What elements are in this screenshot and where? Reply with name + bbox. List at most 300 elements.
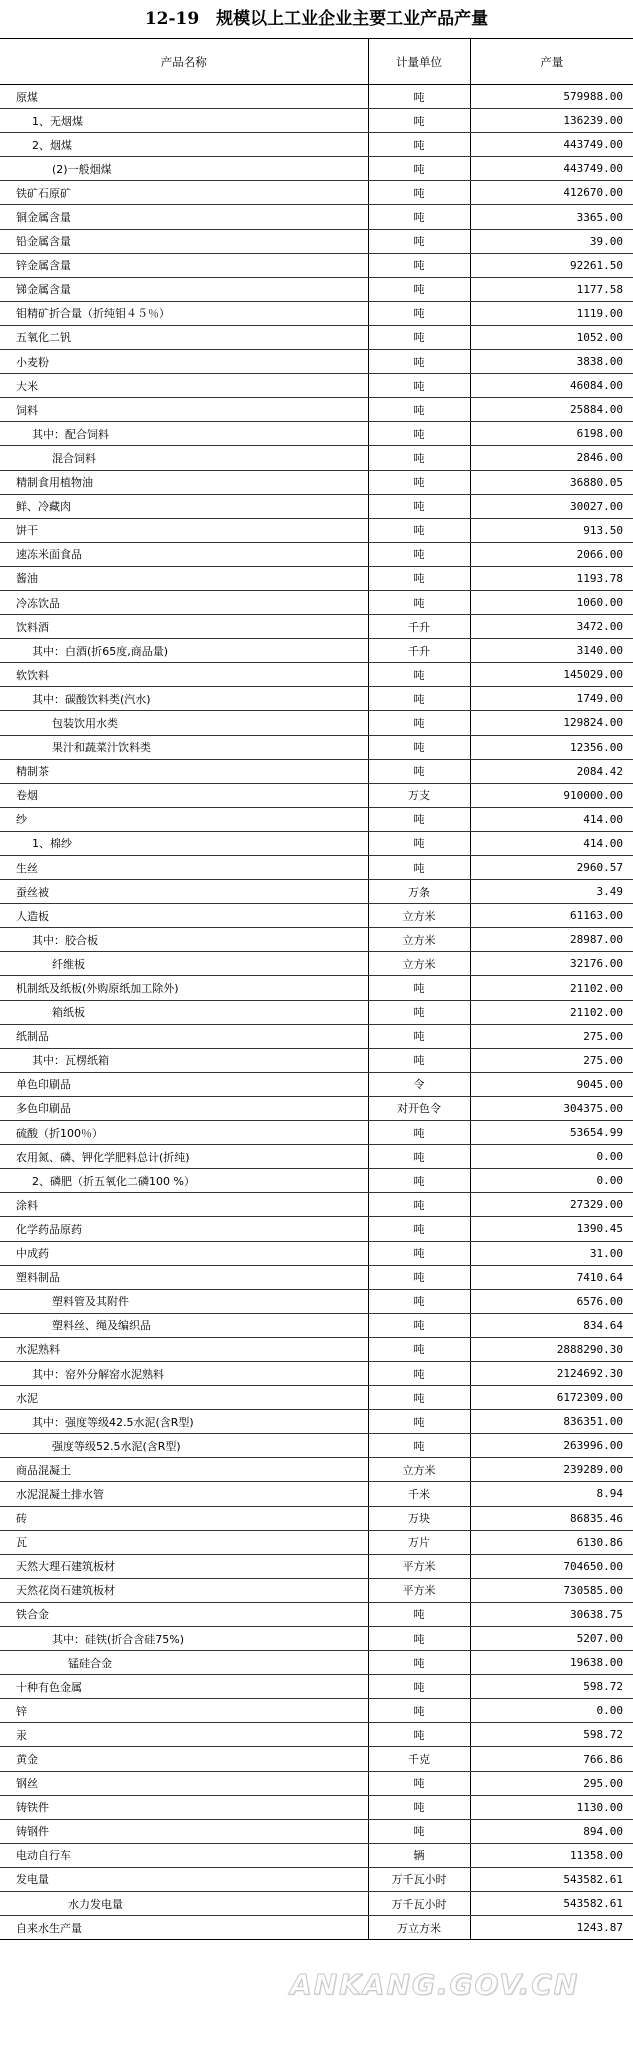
table-row xyxy=(0,85,633,109)
output-value-cell: 766.86 xyxy=(470,1747,633,1771)
table-row xyxy=(0,735,633,759)
output-value-cell: 443749.00 xyxy=(470,133,633,157)
output-value-cell: 913.50 xyxy=(470,518,633,542)
product-name-cell: 水泥熟料 xyxy=(0,1337,368,1361)
table-row xyxy=(0,1892,633,1916)
unit-cell: 吨 xyxy=(368,759,470,783)
product-name-cell: 包装饮用水类 xyxy=(0,711,368,735)
product-name-cell: 饲料 xyxy=(0,398,368,422)
header-unit: 计量单位 xyxy=(368,39,470,85)
table-row xyxy=(0,1410,633,1434)
output-value-cell: 412670.00 xyxy=(470,181,633,205)
table-row xyxy=(0,807,633,831)
output-value-cell: 86835.46 xyxy=(470,1506,633,1530)
product-name-cell: 精制茶 xyxy=(0,759,368,783)
table-row xyxy=(0,181,633,205)
product-name-cell: 蚕丝被 xyxy=(0,880,368,904)
table-row xyxy=(0,639,633,663)
unit-cell: 吨 xyxy=(368,1410,470,1434)
unit-cell: 令 xyxy=(368,1072,470,1096)
product-name-cell: 速冻米面食品 xyxy=(0,542,368,566)
output-value-cell: 834.64 xyxy=(470,1313,633,1337)
unit-cell: 吨 xyxy=(368,542,470,566)
table-row xyxy=(0,1554,633,1578)
product-name-cell: 锌 xyxy=(0,1699,368,1723)
output-value-cell: 5207.00 xyxy=(470,1627,633,1651)
unit-cell: 吨 xyxy=(368,1000,470,1024)
output-value-cell: 21102.00 xyxy=(470,1000,633,1024)
output-value-cell: 7410.64 xyxy=(470,1265,633,1289)
product-name-cell: 瓦 xyxy=(0,1530,368,1554)
table-row xyxy=(0,1723,633,1747)
product-name-cell: 饮料酒 xyxy=(0,615,368,639)
output-value-cell: 31.00 xyxy=(470,1241,633,1265)
output-value-cell: 6198.00 xyxy=(470,422,633,446)
product-name-cell: 天然花岗石建筑板材 xyxy=(0,1578,368,1602)
product-name-cell: 其中：强度等级42.5水泥(含R型) xyxy=(0,1410,368,1434)
output-value-cell: 2960.57 xyxy=(470,856,633,880)
unit-cell: 吨 xyxy=(368,1386,470,1410)
output-value-cell: 0.00 xyxy=(470,1169,633,1193)
table-row xyxy=(0,1578,633,1602)
unit-cell: 吨 xyxy=(368,398,470,422)
output-value-cell: 263996.00 xyxy=(470,1434,633,1458)
unit-cell: 立方米 xyxy=(368,1458,470,1482)
unit-cell: 吨 xyxy=(368,1434,470,1458)
unit-cell: 万立方米 xyxy=(368,1916,470,1940)
table-row xyxy=(0,1747,633,1771)
unit-cell: 吨 xyxy=(368,518,470,542)
unit-cell: 吨 xyxy=(368,422,470,446)
output-value-cell: 2084.42 xyxy=(470,759,633,783)
product-name-cell: 纸制品 xyxy=(0,1024,368,1048)
product-name-cell: 其中：硅铁(折合含硅75%) xyxy=(0,1627,368,1651)
output-value-cell: 579988.00 xyxy=(470,85,633,109)
product-name-cell: 锰硅合金 xyxy=(0,1651,368,1675)
table-row xyxy=(0,1121,633,1145)
table-row xyxy=(0,205,633,229)
output-value-cell: 704650.00 xyxy=(470,1554,633,1578)
product-name-cell: 十种有色金属 xyxy=(0,1675,368,1699)
output-value-cell: 1177.58 xyxy=(470,277,633,301)
table-row xyxy=(0,1771,633,1795)
unit-cell: 吨 xyxy=(368,1627,470,1651)
unit-cell: 吨 xyxy=(368,301,470,325)
production-table-container xyxy=(0,38,633,1940)
table-row xyxy=(0,1819,633,1843)
unit-cell: 吨 xyxy=(368,1313,470,1337)
header-product-name: 产品名称 xyxy=(0,39,368,85)
output-value-cell: 3472.00 xyxy=(470,615,633,639)
output-value-cell: 61163.00 xyxy=(470,904,633,928)
table-row xyxy=(0,687,633,711)
output-value-cell: 12356.00 xyxy=(470,735,633,759)
unit-cell: 立方米 xyxy=(368,952,470,976)
table-row xyxy=(0,374,633,398)
unit-cell: 千升 xyxy=(368,639,470,663)
table-row xyxy=(0,350,633,374)
table-row xyxy=(0,952,633,976)
product-name-cell: 塑料丝、绳及编织品 xyxy=(0,1313,368,1337)
unit-cell: 千升 xyxy=(368,615,470,639)
output-value-cell: 910000.00 xyxy=(470,783,633,807)
product-name-cell: 天然大理石建筑板材 xyxy=(0,1554,368,1578)
table-row xyxy=(0,446,633,470)
unit-cell: 吨 xyxy=(368,1289,470,1313)
output-value-cell: 8.94 xyxy=(470,1482,633,1506)
product-name-cell: 其中：白酒(折65度,商品量) xyxy=(0,639,368,663)
output-value-cell: 598.72 xyxy=(470,1723,633,1747)
unit-cell: 吨 xyxy=(368,711,470,735)
table-row xyxy=(0,1193,633,1217)
output-value-cell: 3.49 xyxy=(470,880,633,904)
table-row xyxy=(0,880,633,904)
output-value-cell: 3838.00 xyxy=(470,350,633,374)
product-name-cell: 铁矿石原矿 xyxy=(0,181,368,205)
unit-cell: 吨 xyxy=(368,1337,470,1361)
table-row xyxy=(0,1675,633,1699)
unit-cell: 吨 xyxy=(368,1265,470,1289)
production-table xyxy=(0,38,633,1940)
unit-cell: 万支 xyxy=(368,783,470,807)
table-row xyxy=(0,663,633,687)
table-row xyxy=(0,133,633,157)
table-row xyxy=(0,615,633,639)
product-name-cell: 电动自行车 xyxy=(0,1843,368,1867)
product-name-cell: 箱纸板 xyxy=(0,1000,368,1024)
unit-cell: 吨 xyxy=(368,157,470,181)
table-row xyxy=(0,470,633,494)
output-value-cell: 275.00 xyxy=(470,1024,633,1048)
output-value-cell: 543582.61 xyxy=(470,1867,633,1891)
site-watermark: ANKANG.GOV.CN xyxy=(290,1968,580,2001)
product-name-cell: 单色印刷品 xyxy=(0,1072,368,1096)
product-name-cell: 铁合金 xyxy=(0,1602,368,1626)
table-row xyxy=(0,1217,633,1241)
table-row xyxy=(0,1337,633,1361)
table-row xyxy=(0,1627,633,1651)
product-name-cell: 水力发电量 xyxy=(0,1892,368,1916)
table-row xyxy=(0,518,633,542)
table-row xyxy=(0,590,633,614)
unit-cell: 吨 xyxy=(368,1361,470,1385)
product-name-cell: 塑料制品 xyxy=(0,1265,368,1289)
unit-cell: 平方米 xyxy=(368,1578,470,1602)
output-value-cell: 28987.00 xyxy=(470,928,633,952)
product-name-cell: 化学药品原药 xyxy=(0,1217,368,1241)
table-row xyxy=(0,277,633,301)
table-row xyxy=(0,1867,633,1891)
unit-cell: 吨 xyxy=(368,1819,470,1843)
table-row xyxy=(0,1361,633,1385)
output-value-cell: 1243.87 xyxy=(470,1916,633,1940)
product-name-cell: 原煤 xyxy=(0,85,368,109)
product-name-cell: 强度等级52.5水泥(含R型) xyxy=(0,1434,368,1458)
product-name-cell: 钢丝 xyxy=(0,1771,368,1795)
unit-cell: 吨 xyxy=(368,1121,470,1145)
product-name-cell: 水泥混凝土排水管 xyxy=(0,1482,368,1506)
output-value-cell: 53654.99 xyxy=(470,1121,633,1145)
table-row xyxy=(0,976,633,1000)
output-value-cell: 443749.00 xyxy=(470,157,633,181)
unit-cell: 吨 xyxy=(368,1145,470,1169)
unit-cell: 立方米 xyxy=(368,928,470,952)
table-row xyxy=(0,325,633,349)
output-value-cell: 1130.00 xyxy=(470,1795,633,1819)
output-value-cell: 0.00 xyxy=(470,1699,633,1723)
unit-cell: 吨 xyxy=(368,229,470,253)
unit-cell: 吨 xyxy=(368,1723,470,1747)
table-row xyxy=(0,1169,633,1193)
unit-cell: 吨 xyxy=(368,1651,470,1675)
unit-cell: 吨 xyxy=(368,109,470,133)
product-name-cell: 机制纸及纸板(外购原纸加工除外) xyxy=(0,976,368,1000)
output-value-cell: 30027.00 xyxy=(470,494,633,518)
product-name-cell: 五氧化二钒 xyxy=(0,325,368,349)
unit-cell: 吨 xyxy=(368,205,470,229)
product-name-cell: 果汁和蔬菜汁饮料类 xyxy=(0,735,368,759)
product-name-cell: 硫酸（折100％） xyxy=(0,1121,368,1145)
unit-cell: 吨 xyxy=(368,494,470,518)
table-row xyxy=(0,928,633,952)
unit-cell: 吨 xyxy=(368,350,470,374)
unit-cell: 吨 xyxy=(368,325,470,349)
unit-cell: 立方米 xyxy=(368,904,470,928)
unit-cell: 吨 xyxy=(368,1795,470,1819)
unit-cell: 吨 xyxy=(368,253,470,277)
unit-cell: 吨 xyxy=(368,1193,470,1217)
output-value-cell: 836351.00 xyxy=(470,1410,633,1434)
unit-cell: 吨 xyxy=(368,446,470,470)
output-value-cell: 3140.00 xyxy=(470,639,633,663)
output-value-cell: 414.00 xyxy=(470,807,633,831)
output-value-cell: 39.00 xyxy=(470,229,633,253)
output-value-cell: 9045.00 xyxy=(470,1072,633,1096)
unit-cell: 辆 xyxy=(368,1843,470,1867)
product-name-cell: 1、棉纱 xyxy=(0,831,368,855)
unit-cell: 吨 xyxy=(368,181,470,205)
table-row xyxy=(0,1386,633,1410)
product-name-cell: 农用氮、磷、钾化学肥料总计(折纯) xyxy=(0,1145,368,1169)
table-row xyxy=(0,157,633,181)
table-row xyxy=(0,783,633,807)
unit-cell: 吨 xyxy=(368,1048,470,1072)
product-name-cell: 纱 xyxy=(0,807,368,831)
product-name-cell: 铅金属含量 xyxy=(0,229,368,253)
output-value-cell: 3365.00 xyxy=(470,205,633,229)
output-value-cell: 275.00 xyxy=(470,1048,633,1072)
output-value-cell: 32176.00 xyxy=(470,952,633,976)
output-value-cell: 136239.00 xyxy=(470,109,633,133)
unit-cell: 吨 xyxy=(368,566,470,590)
product-name-cell: 精制食用植物油 xyxy=(0,470,368,494)
table-row xyxy=(0,759,633,783)
unit-cell: 吨 xyxy=(368,807,470,831)
output-value-cell: 894.00 xyxy=(470,1819,633,1843)
product-name-cell: 多色印刷品 xyxy=(0,1096,368,1120)
output-value-cell: 1749.00 xyxy=(470,687,633,711)
unit-cell: 吨 xyxy=(368,976,470,1000)
output-value-cell: 92261.50 xyxy=(470,253,633,277)
product-name-cell: 其中：配合饲料 xyxy=(0,422,368,446)
product-name-cell: 人造板 xyxy=(0,904,368,928)
table-title: 12-19 规模以上工业企业主要工业产品产量 xyxy=(144,9,489,29)
header-row xyxy=(0,39,633,85)
table-row xyxy=(0,1024,633,1048)
product-name-cell: 商品混凝土 xyxy=(0,1458,368,1482)
table-row xyxy=(0,831,633,855)
product-name-cell: 其中：瓦楞纸箱 xyxy=(0,1048,368,1072)
output-value-cell: 6130.86 xyxy=(470,1530,633,1554)
product-name-cell: 小麦粉 xyxy=(0,350,368,374)
unit-cell: 吨 xyxy=(368,856,470,880)
table-row xyxy=(0,1145,633,1169)
unit-cell: 平方米 xyxy=(368,1554,470,1578)
product-name-cell: 铸铁件 xyxy=(0,1795,368,1819)
table-row xyxy=(0,109,633,133)
unit-cell: 吨 xyxy=(368,735,470,759)
output-value-cell: 46084.00 xyxy=(470,374,633,398)
product-name-cell: 钼精矿折合量（折纯钼４５％） xyxy=(0,301,368,325)
table-row xyxy=(0,1530,633,1554)
unit-cell: 吨 xyxy=(368,1602,470,1626)
output-value-cell: 6172309.00 xyxy=(470,1386,633,1410)
output-value-cell: 11358.00 xyxy=(470,1843,633,1867)
table-row xyxy=(0,1289,633,1313)
product-name-cell: 铸钢件 xyxy=(0,1819,368,1843)
table-row xyxy=(0,1843,633,1867)
table-row xyxy=(0,1699,633,1723)
output-value-cell: 6576.00 xyxy=(470,1289,633,1313)
unit-cell: 千克 xyxy=(368,1747,470,1771)
table-row xyxy=(0,301,633,325)
product-name-cell: 其中：碳酸饮料类(汽水) xyxy=(0,687,368,711)
table-row xyxy=(0,1458,633,1482)
output-value-cell: 2846.00 xyxy=(470,446,633,470)
output-value-cell: 145029.00 xyxy=(470,663,633,687)
output-value-cell: 2888290.30 xyxy=(470,1337,633,1361)
unit-cell: 吨 xyxy=(368,1024,470,1048)
table-row xyxy=(0,1241,633,1265)
table-row xyxy=(0,1795,633,1819)
product-name-cell: 涂料 xyxy=(0,1193,368,1217)
table-row xyxy=(0,856,633,880)
output-value-cell: 19638.00 xyxy=(470,1651,633,1675)
unit-cell: 吨 xyxy=(368,277,470,301)
output-value-cell: 36880.05 xyxy=(470,470,633,494)
product-name-cell: 锑金属含量 xyxy=(0,277,368,301)
table-row xyxy=(0,398,633,422)
product-name-cell: 汞 xyxy=(0,1723,368,1747)
table-row xyxy=(0,229,633,253)
unit-cell: 万千瓦小时 xyxy=(368,1867,470,1891)
table-row xyxy=(0,1096,633,1120)
product-name-cell: 2、磷肥（折五氧化二磷100 %） xyxy=(0,1169,368,1193)
table-row xyxy=(0,494,633,518)
output-value-cell: 543582.61 xyxy=(470,1892,633,1916)
unit-cell: 吨 xyxy=(368,1771,470,1795)
table-row xyxy=(0,711,633,735)
unit-cell: 吨 xyxy=(368,1699,470,1723)
table-row xyxy=(0,1506,633,1530)
output-value-cell: 1060.00 xyxy=(470,590,633,614)
output-value-cell: 1193.78 xyxy=(470,566,633,590)
output-value-cell: 1119.00 xyxy=(470,301,633,325)
table-row xyxy=(0,1313,633,1337)
table-row xyxy=(0,542,633,566)
unit-cell: 吨 xyxy=(368,1169,470,1193)
unit-cell: 万块 xyxy=(368,1506,470,1530)
unit-cell: 万片 xyxy=(368,1530,470,1554)
product-name-cell: 黄金 xyxy=(0,1747,368,1771)
unit-cell: 吨 xyxy=(368,1241,470,1265)
unit-cell: 万条 xyxy=(368,880,470,904)
unit-cell: 吨 xyxy=(368,133,470,157)
output-value-cell: 27329.00 xyxy=(470,1193,633,1217)
product-name-cell: 铜金属含量 xyxy=(0,205,368,229)
product-name-cell: 饼干 xyxy=(0,518,368,542)
table-row xyxy=(0,1048,633,1072)
table-row xyxy=(0,1651,633,1675)
product-name-cell: 软饮料 xyxy=(0,663,368,687)
product-name-cell: 锌金属含量 xyxy=(0,253,368,277)
product-name-cell: 塑料管及其附件 xyxy=(0,1289,368,1313)
unit-cell: 对开色令 xyxy=(368,1096,470,1120)
table-row xyxy=(0,253,633,277)
product-name-cell: 鲜、冷藏肉 xyxy=(0,494,368,518)
table-row xyxy=(0,1916,633,1940)
table-row xyxy=(0,566,633,590)
product-name-cell: 卷烟 xyxy=(0,783,368,807)
table-row xyxy=(0,1434,633,1458)
output-value-cell: 25884.00 xyxy=(470,398,633,422)
output-value-cell: 598.72 xyxy=(470,1675,633,1699)
unit-cell: 吨 xyxy=(368,470,470,494)
table-row xyxy=(0,1000,633,1024)
table-body xyxy=(0,85,633,1940)
product-name-cell: 酱油 xyxy=(0,566,368,590)
product-name-cell: 自来水生产量 xyxy=(0,1916,368,1940)
product-name-cell: (2)一般烟煤 xyxy=(0,157,368,181)
unit-cell: 吨 xyxy=(368,687,470,711)
output-value-cell: 2124692.30 xyxy=(470,1361,633,1385)
unit-cell: 吨 xyxy=(368,831,470,855)
output-value-cell: 1390.45 xyxy=(470,1217,633,1241)
product-name-cell: 生丝 xyxy=(0,856,368,880)
table-row xyxy=(0,1265,633,1289)
table-row xyxy=(0,422,633,446)
product-name-cell: 冷冻饮品 xyxy=(0,590,368,614)
output-value-cell: 304375.00 xyxy=(470,1096,633,1120)
unit-cell: 吨 xyxy=(368,374,470,398)
unit-cell: 吨 xyxy=(368,1675,470,1699)
output-value-cell: 295.00 xyxy=(470,1771,633,1795)
table-row xyxy=(0,1072,633,1096)
output-value-cell: 2066.00 xyxy=(470,542,633,566)
table-row xyxy=(0,904,633,928)
output-value-cell: 0.00 xyxy=(470,1145,633,1169)
unit-cell: 吨 xyxy=(368,1217,470,1241)
product-name-cell: 砖 xyxy=(0,1506,368,1530)
header-output: 产量 xyxy=(470,39,633,85)
unit-cell: 千米 xyxy=(368,1482,470,1506)
product-name-cell: 其中：胶合板 xyxy=(0,928,368,952)
product-name-cell: 纤维板 xyxy=(0,952,368,976)
product-name-cell: 中成药 xyxy=(0,1241,368,1265)
unit-cell: 万千瓦小时 xyxy=(368,1892,470,1916)
output-value-cell: 129824.00 xyxy=(470,711,633,735)
unit-cell: 吨 xyxy=(368,590,470,614)
